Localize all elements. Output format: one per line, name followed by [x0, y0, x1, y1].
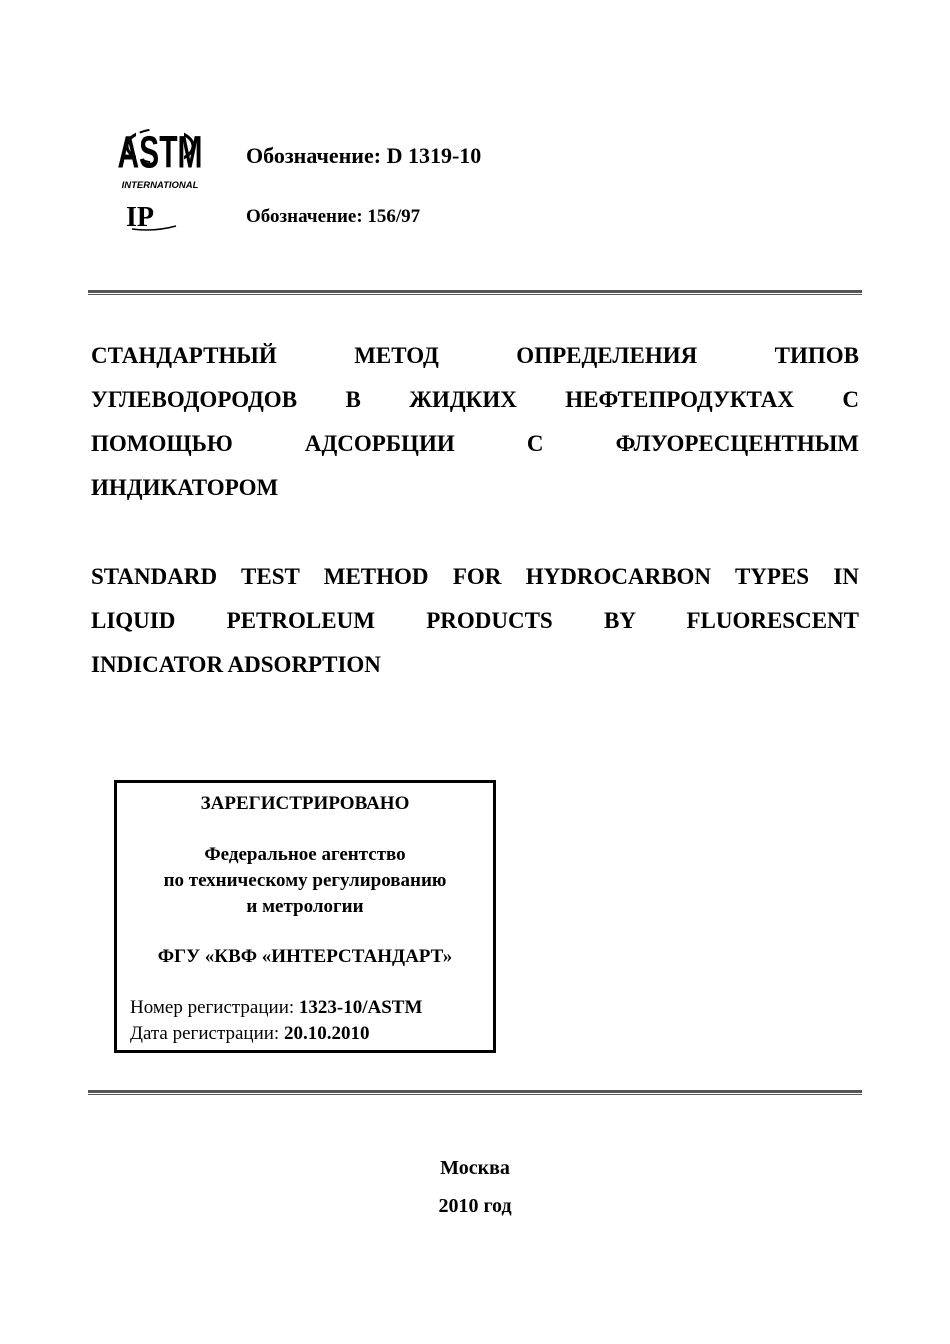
publication-city: Москва [440, 1157, 510, 1179]
registration-date-value: 20.10.2010 [283, 1023, 370, 1044]
designation-main: Обозначение: D 1319-10 [246, 143, 482, 168]
top-divider [88, 290, 862, 295]
agency-line: Федеральное агентство [204, 844, 406, 865]
astm-logo-text: ASTM [118, 127, 202, 179]
title-russian [91, 334, 859, 510]
designation-ip: Обозначение: 156/97 [246, 206, 421, 227]
registration-box [114, 780, 496, 1053]
ip-logo [124, 200, 180, 232]
registration-number-value: 1323-10/ASTM [298, 997, 423, 1018]
publication-year: 2010 год [438, 1195, 512, 1217]
title-ru-line: УГЛЕВОДОРОДОВ В ЖИДКИХ НЕФТЕПРОДУКТАХ С [91, 387, 859, 412]
title-ru-line: СТАНДАРТНЫЙ МЕТОД ОПРЕДЕЛЕНИЯ ТИПОВ [91, 343, 859, 368]
registration-date-label: Дата регистрации: [130, 1023, 284, 1044]
title-ru-line: ПОМОЩЬЮ АДСОРБЦИИ С ФЛУОРЕСЦЕНТНЫМ [91, 431, 859, 456]
registration-number-label: Номер регистрации: [130, 997, 299, 1018]
bottom-divider [88, 1090, 862, 1095]
agency-line: и метрологии [246, 896, 364, 917]
astm-logo-subtext: INTERNATIONAL [121, 180, 199, 191]
title-en-line: STANDARD TEST METHOD FOR HYDROCARBON TYPES IN [91, 564, 859, 589]
title-en-line: LIQUID PETROLEUM PRODUCTS BY FLUORESCENT [91, 608, 859, 633]
title-english [91, 555, 859, 687]
ip-logo-text: IP [126, 202, 154, 232]
registration-number [130, 997, 422, 1019]
registration-organization: ФГУ «КВФ «ИНТЕРСТАНДАРТ» [157, 946, 453, 967]
title-en-line: INDICATOR ADSORPTION [91, 652, 381, 677]
registration-date [130, 1023, 369, 1045]
title-ru-line: ИНДИКАТОРОМ [91, 475, 279, 500]
agency-line: по техническому регулированию [163, 870, 447, 891]
registration-heading: ЗАРЕГИСТРИРОВАНО [200, 793, 410, 814]
astm-international-logo [118, 118, 202, 192]
